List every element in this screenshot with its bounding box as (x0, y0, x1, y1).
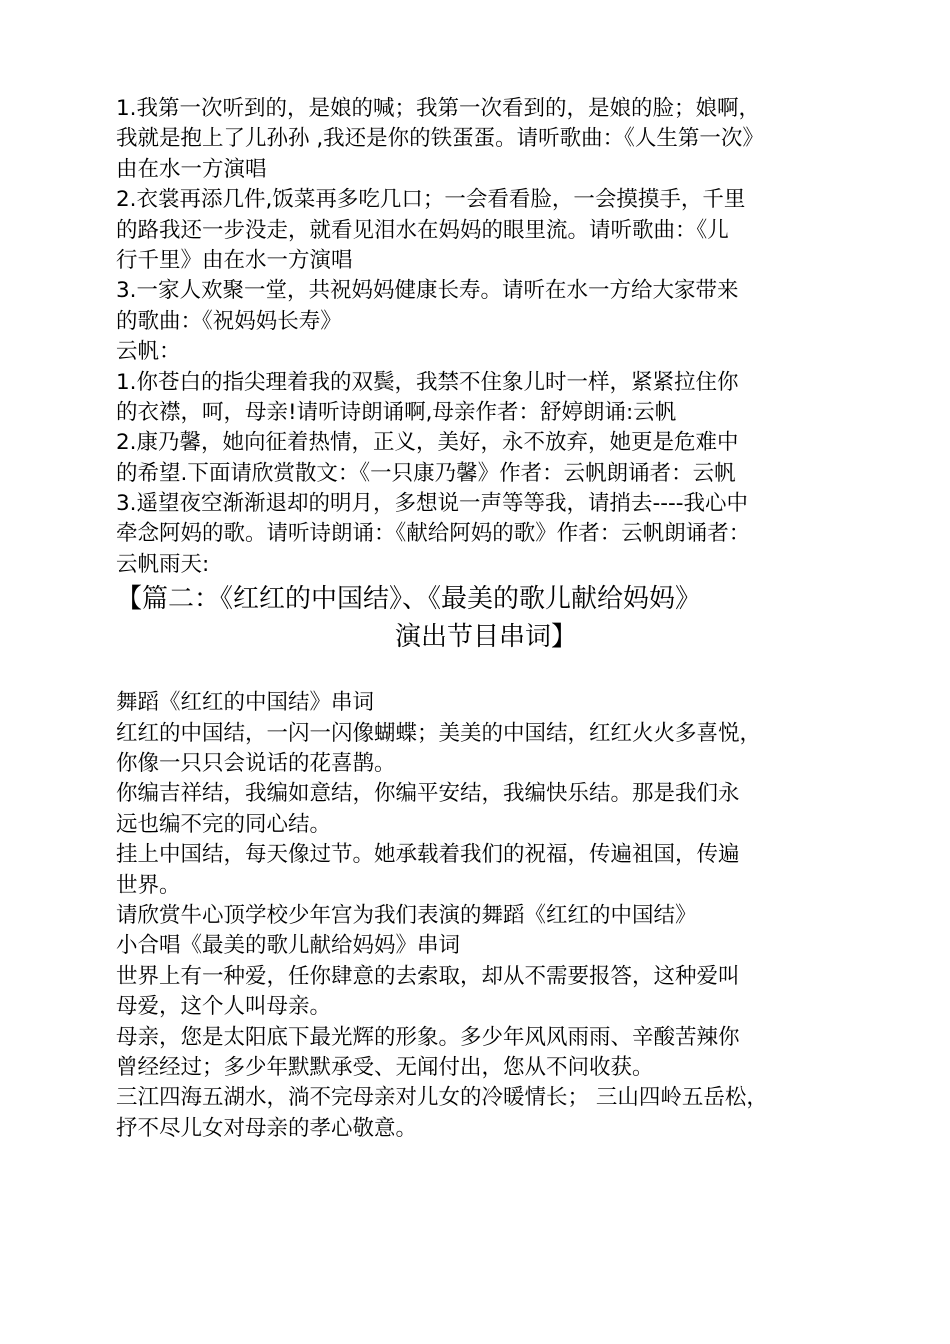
text-line: 世界。 (116, 872, 181, 898)
text-line: 你像一只只会说话的花喜鹊。 (116, 751, 396, 777)
text-line: 请欣赏牛心顶学校少年宫为我们表演的舞蹈《红红的中国结》 (116, 902, 697, 928)
heading-line-1: 【篇二：《红红的中国结》、《最美的歌儿献给妈妈》 (116, 584, 702, 615)
text-line: 云帆： (116, 339, 181, 365)
text-line: 牵念阿妈的歌。请听诗朗诵：《献给阿妈的歌》作者：云帆朗诵者： (116, 521, 751, 547)
text-line: 母亲，您是太阳底下最光辉的形象。多少年风风雨雨、辛酸苦辣你 (116, 1024, 740, 1050)
text-line: 的路我还一步没走，就看见泪水在妈妈的眼里流。请听歌曲：《儿 (116, 217, 729, 243)
text-line: 三江四海五湖水，淌不完母亲对儿女的冷暖情长； 三山四岭五岳松， (116, 1085, 768, 1111)
text-line: 世界上有一种爱，任你肆意的去索取，却从不需要报答，这种爱叫 (116, 963, 740, 989)
section-two (116, 688, 856, 1144)
text-line: 3.遥望夜空渐渐退却的明月，多想说一声等等我，请捎去----我心中 (116, 491, 749, 517)
text-line: 母爱，这个人叫母亲。 (116, 994, 332, 1020)
text-line: 挂上中国结，每天像过节。她承载着我们的祝福，传遍祖国，传遍 (116, 842, 740, 868)
text-line: 远也编不完的同心结。 (116, 811, 332, 837)
text-line: 1.你苍白的指尖理着我的双鬓，我禁不住象儿时一样，紧紧拉住你 (116, 369, 739, 395)
text-line: 舞蹈《红红的中国结》串词 (116, 690, 375, 716)
text-line: 2.衣裳再添几件,饭菜再多吃几口；一会看看脸，一会摸摸手，千里 (116, 187, 746, 213)
text-line: 抒不尽儿女对母亲的孝心敬意。 (116, 1115, 418, 1141)
spacer (116, 656, 856, 688)
text-line: 的歌曲：《祝妈妈长寿》 (116, 308, 342, 334)
text-line: 小合唱《最美的歌儿献给妈妈》串词 (116, 933, 461, 959)
text-line: 1.我第一次听到的，是娘的喊；我第一次看到的，是娘的脸；娘啊， (116, 96, 761, 121)
section-heading (116, 580, 856, 656)
section-one (116, 94, 856, 580)
text-line: 的希望.下面请欣赏散文：《一只康乃馨》作者：云帆朗诵者：云帆 (116, 460, 736, 486)
text-line: 行千里》由在水一方演唱 (116, 247, 353, 273)
text-line: 曾经经过；多少年默默承受、无闻付出，您从不问收获。 (116, 1054, 654, 1080)
text-line: 的衣襟，呵，母亲!请听诗朗诵啊,母亲作者：舒婷朗诵:云帆 (116, 399, 677, 425)
heading-line-2: 演出节目串词】 (394, 622, 577, 653)
text-line: 由在水一方演唱 (116, 156, 267, 182)
document-page (116, 94, 856, 1144)
text-line: 你编吉祥结，我编如意结，你编平安结，我编快乐结。那是我们永 (116, 781, 740, 807)
text-line: 3.一家人欢聚一堂，共祝妈妈健康长寿。请听在水一方给大家带来 (116, 278, 739, 304)
text-line: 我就是抱上了儿孙孙 ,我还是你的铁蛋蛋。请听歌曲：《人生第一次》 (116, 126, 764, 152)
text-line: 云帆雨天: (116, 551, 210, 577)
text-line: 2.康乃馨，她向征着热情，正义，美好，永不放弃，她更是危难中 (116, 430, 739, 456)
text-line: 红红的中国结，一闪一闪像蝴蝶；美美的中国结，红红火火多喜悦， (116, 720, 762, 746)
